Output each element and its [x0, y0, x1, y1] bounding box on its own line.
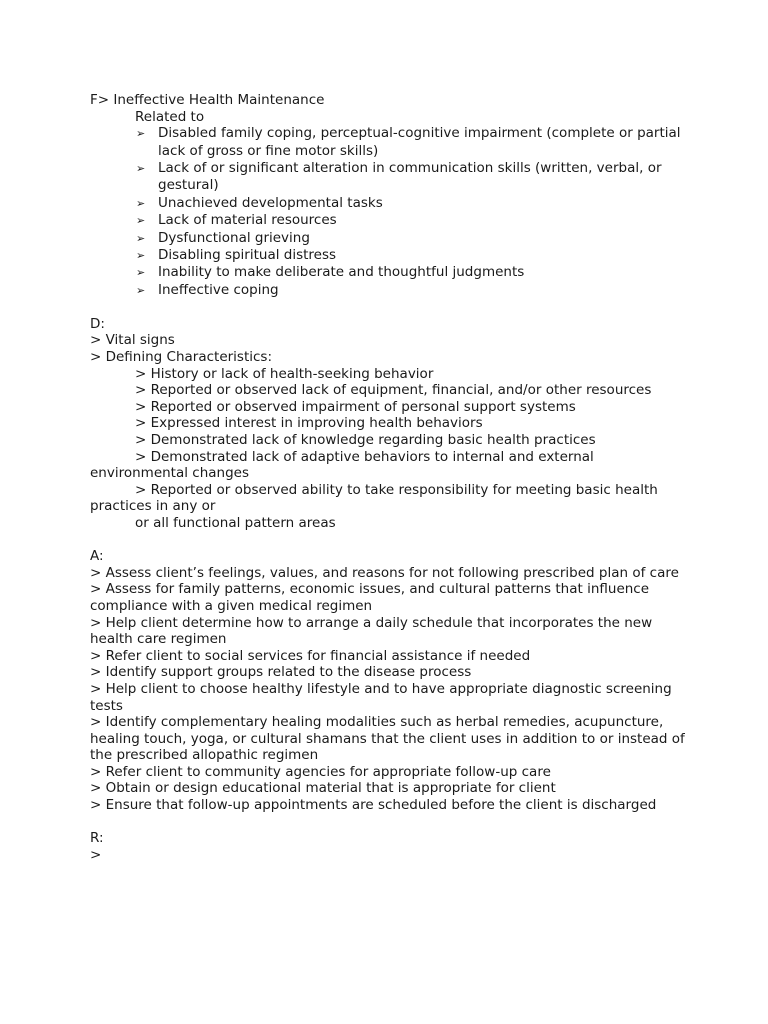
characteristic-item: > Demonstrated lack of adaptive behaviors to internal and external	[135, 448, 594, 465]
action-item: > Identify complementary healing modalities such as herbal remedies, acupuncture, healing touch, yoga, or cultural shamans that the client uses in addition to or instead of the prescribed allopathic regimen	[90, 714, 685, 764]
arrow-bullet-icon: ➢	[136, 231, 146, 245]
section-f-title: F> Ineffective Health Maintenance	[90, 92, 325, 108]
list-item: ➢ Inability to make deliberate and thoughtful judgments	[136, 264, 525, 281]
related-to-label: Related to	[135, 108, 205, 125]
characteristic-item: > History or lack of health-seeking behavior	[135, 365, 434, 382]
list-item: ➢ Unachieved developmental tasks	[136, 194, 383, 211]
arrow-bullet-icon: ➢	[136, 266, 146, 280]
section-a-heading: A:	[90, 548, 104, 565]
characteristic-item: > Reported or observed impairment of personal support systems	[135, 398, 576, 415]
section-r-line: >	[90, 846, 102, 863]
list-item: ➢ Dysfunctional grieving	[136, 229, 310, 246]
list-item: ➢ Disabled family coping, perceptual-cognitive impairment (complete or partial lack of gross or fine motor skills)	[136, 125, 681, 159]
defining-characteristics-label: > Defining Characteristics:	[90, 349, 273, 366]
characteristic-item: > Reported or observed lack of equipment, financial, and/or other resources	[135, 382, 652, 399]
characteristic-item: > Reported or observed ability to take responsibility for meeting basic health	[135, 481, 658, 498]
section-r-heading: R:	[90, 830, 104, 847]
action-item: > Assess for family patterns, economic issues, and cultural patterns that influence compliance with a given medical regimen	[90, 581, 650, 614]
arrow-bullet-icon: ➢	[136, 162, 146, 175]
arrow-bullet-icon: ➢	[136, 196, 146, 210]
characteristic-item: > Demonstrated lack of knowledge regarding basic health practices	[135, 432, 596, 448]
related-to-list	[90, 125, 708, 299]
action-item: > Ensure that follow-up appointments are scheduled before the client is discharged	[90, 797, 657, 814]
arrow-bullet-icon: ➢	[136, 249, 146, 263]
action-item: > Help client to choose healthy lifestyle and to have appropriate diagnostic screening tests	[90, 680, 672, 714]
action-item: > Help client determine how to arrange a daily schedule that incorporates the new health care regimen	[90, 614, 653, 648]
action-item: > Identify support groups related to the disease process	[90, 664, 472, 681]
arrow-bullet-icon: ➢	[136, 283, 146, 297]
action-item: > Refer client to community agencies for appropriate follow-up care	[90, 763, 551, 780]
characteristic-item-continuation: practices in any or	[90, 498, 216, 515]
action-item: > Refer client to social services for financial assistance if needed	[90, 647, 531, 664]
arrow-bullet-icon: ➢	[136, 214, 146, 228]
list-item: ➢ Lack of material resources	[136, 212, 337, 229]
characteristic-item-continuation: environmental changes	[90, 465, 250, 482]
action-item: > Obtain or design educational material that is appropriate for client	[90, 780, 556, 797]
characteristic-item-continuation: or all functional pattern areas	[135, 514, 336, 531]
section-d-heading: D:	[90, 315, 105, 332]
characteristic-item: > Expressed interest in improving health behaviors	[135, 415, 483, 432]
list-item: ➢ Ineffective coping	[136, 281, 279, 298]
action-item: > Assess client’s feelings, values, and reasons for not following prescribed plan of care	[90, 564, 679, 581]
list-item: ➢ Lack of or significant alteration in communication skills (written, verbal, or gestural)	[136, 160, 662, 194]
arrow-bullet-icon: ➢	[136, 127, 146, 141]
vital-signs-line: > Vital signs	[90, 332, 175, 349]
list-item: ➢ Disabling spiritual distress	[136, 247, 337, 264]
